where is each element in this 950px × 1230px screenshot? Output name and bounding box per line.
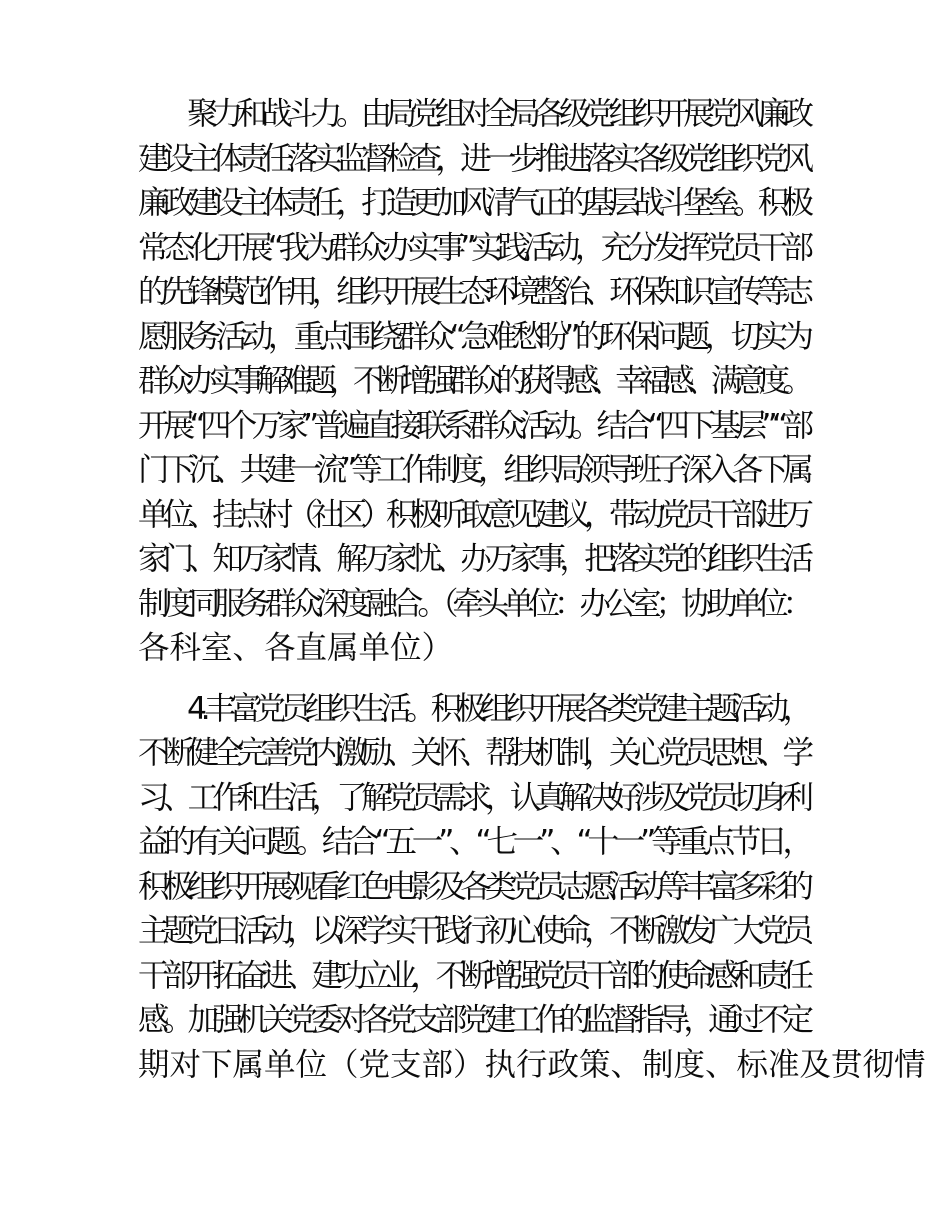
text-line: 4.丰富党员组织生活。积极组织开展各类党建主题活动， bbox=[187, 690, 808, 727]
text-line: 期对下属单位（党支部）执行政策、制度、标准及贯彻情 bbox=[138, 1046, 926, 1083]
text-line: 群众办实事解难题，不断增强群众的获得感、幸福感、满意度。 bbox=[138, 363, 807, 399]
text-line: 干部开拓奋进、建功立业，不断增强党员干部的使命感和责任 bbox=[138, 957, 808, 994]
text-line: 的先锋模范作用，组织开展生态环境整治、环保知识宣传等志 bbox=[138, 274, 808, 310]
text-line: 常态化开展“我为群众办实事”实践活动，充分发挥党员干部 bbox=[138, 229, 809, 266]
text-line: 积极组织开展观看红色电影及各类党员志愿活动等丰富多彩的 bbox=[138, 868, 808, 905]
text-line: 不断健全完善党内激励、关怀、帮扶机制，关心党员思想、学 bbox=[138, 735, 808, 771]
paragraph-item-4 bbox=[138, 687, 926, 1088]
text-line: 习、工作和生活，了解党员需求，认真解决好涉及党员切身利 bbox=[138, 779, 808, 816]
document-text-body bbox=[138, 92, 926, 1087]
text-line: 廉政建设主体责任，打造更加风清气正的基层战斗堡垒。积极 bbox=[138, 185, 808, 221]
text-line: 感。加强机关党委对各党支部党建工作的监督指导，通过不定 bbox=[138, 1002, 808, 1038]
paragraph-continued bbox=[138, 92, 814, 671]
text-line: 制度同服务群众深度融合。（牵头单位：办公室；协助单位： bbox=[138, 585, 808, 622]
text-line: 门下沉、共建一流”等工作制度，组织局领导班子深入各下属 bbox=[138, 452, 808, 488]
text-line: 愿服务活动，重点围绕群众“急难愁盼”的环保问题，切实为 bbox=[138, 318, 809, 355]
text-line: 开展“四个万家”普遍直接联系群众活动。结合“四下基层”“部 bbox=[138, 407, 809, 444]
text-line: 益的有关问题。结合“五一”、“七一”、“十一”等重点节日， bbox=[138, 824, 809, 860]
text-line: 聚力和战斗力。由局党组对全局各级党组织开展党风廉政 bbox=[187, 96, 808, 132]
text-line: 家门、知万家情、解万家忧、办万家事，把落实党的组织生活 bbox=[138, 541, 808, 577]
text-line: 单位、挂点村（社区）积极听取意见建议，带动党员干部进万 bbox=[138, 496, 808, 533]
text-line: 主题党日活动，以深学实干践行初心使命，不断激发广大党员 bbox=[138, 913, 808, 949]
text-line: 各科室、各直属单位） bbox=[138, 630, 454, 666]
text-line: 建设主体责任落实监督检查，进一步推进落实各级党组织党风 bbox=[138, 140, 808, 177]
